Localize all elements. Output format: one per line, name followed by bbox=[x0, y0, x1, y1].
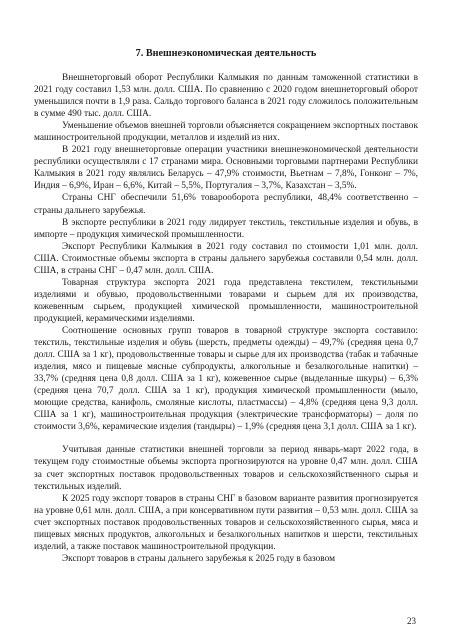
paragraph-export-forecast-2025-cis: К 2025 году экспорт товаров в страны СНГ в базовом варианте развития прогнозируется на уровне 0,61 млн. долл. США, а при консервативном пути развития – 0,53 млн. долл. США за счет экспортных поставок продовольственных товаров и сельскохозяйственного сырья, мяса и пищевых мясных продуктов, алкогольных и безалкогольных напитков и шерсти, текстильных изделий, а также поставок машиностроительной продукции. bbox=[34, 493, 418, 552]
paragraph-export-forecast-2025-far-abroad: Экспорт товаров в страны дальнего зарубежья к 2025 году в базовом bbox=[62, 553, 336, 564]
paragraph-export-leaders: В экспорте республики в 2021 году лидирует текстиль, текстильные изделия и обувь, в импорте – продукция химической промышленности. bbox=[34, 217, 418, 240]
paragraph-export-forecast-2022: Учитывая данные статистики внешней торговли за период январь-март 2022 года, в текущем году стоимостные объемы экспорта прогнозируются на уровне 0,47 млн. долл. США за счет экспортных поставок продовольственных товаров и сельскохозяйственного сырья и текстильных изделий. bbox=[34, 445, 418, 492]
paragraph-trade-turnover: Внешнеторговый оборот Республики Калмыкия по данным таможенной статистики в 2021 году составил 1,53 млн. долл. США. По сравнению с 2020 годом внешнеторговый оборот уменьшился почти в 1,9 раза. Сальдо торгового баланса в 2021 году сложилось положительным в сумме 490 тыс. долл. США. bbox=[34, 73, 418, 120]
paragraph-trade-decrease: Уменьшение объемов внешней торговли объясняется сокращением экспортных поставок машиностроительной продукции, металлов и изделий из них. bbox=[34, 121, 418, 144]
section-heading: 7. Внешнеэкономическая деятельность bbox=[135, 48, 317, 59]
paragraph-export-shares: Соотношение основных групп товаров в товарной структуре экспорта составило: текстиль, текстильные изделия и обувь (шерсть, предметы одежды) – 49,7% (средняя цена 0,7 долл. США за 1 кг), продовольственные товары и сырье для их производства (табак и табачные изделия, мясо и пищевые мясные субпродукты, алкогольные и безалкогольные напитки) – 33,7% (средняя цена 0,8 долл. США за 1 кг), кожевенное сырье (выделанные шкуры) – 6,3% (средняя цена 70,7 долл. США за 1 кг), продукция химической промышленности (мыло, моющие средства, канифоль, смоляные кислоты, пластмассы) – 4,8% (средняя цена 9,3 долл. США за 1 кг), машиностроительная продукция (электрические трансформаторы) – доля по стоимости 3,6%, керамические изделия (тандыры) – 1,9% (средняя цена 3,1 долл. США за 1 кг). bbox=[34, 325, 418, 433]
paragraph-cis-share: Страны СНГ обеспечили 51,6% товарооборота республики, 48,4% соответственно – страны дальнего зарубежья. bbox=[34, 193, 418, 216]
document-body bbox=[34, 72, 418, 565]
paragraph-export-value: Экспорт Республики Калмыкия в 2021 году составил по стоимости 1,01 млн. долл. США. Стоимостные объемы экспорта в страны дальнего зарубежья составили 0,54 млн. долл. США, в страны СНГ – 0,47 млн. долл. США. bbox=[34, 241, 418, 276]
page-number: 23 bbox=[407, 616, 416, 626]
paragraph-export-structure: Товарная структура экспорта 2021 года представлена текстилем, текстильными изделиями и обувью, продовольственными товарами и сырьем для их производства, кожевенным сырьем, продукцией химической промышленности, машиностроительной продукцией, керамическими изделиями. bbox=[34, 277, 418, 324]
paragraph-trade-partners: В 2021 году внешнеторговые операции участники внешнеэкономической деятельности республики осуществляли с 17 странами мира. Основными торговыми партнерами Республики Калмыкия в 2021 году являлись Беларусь – 47,9% стоимости, Вьетнам – 7,8%, Гонконг – 7%, Индия – 6,9%, Иран – 6,6%, Китай – 5,5%, Португалия – 3,7%, Казахстан – 3,5%. bbox=[34, 145, 418, 192]
